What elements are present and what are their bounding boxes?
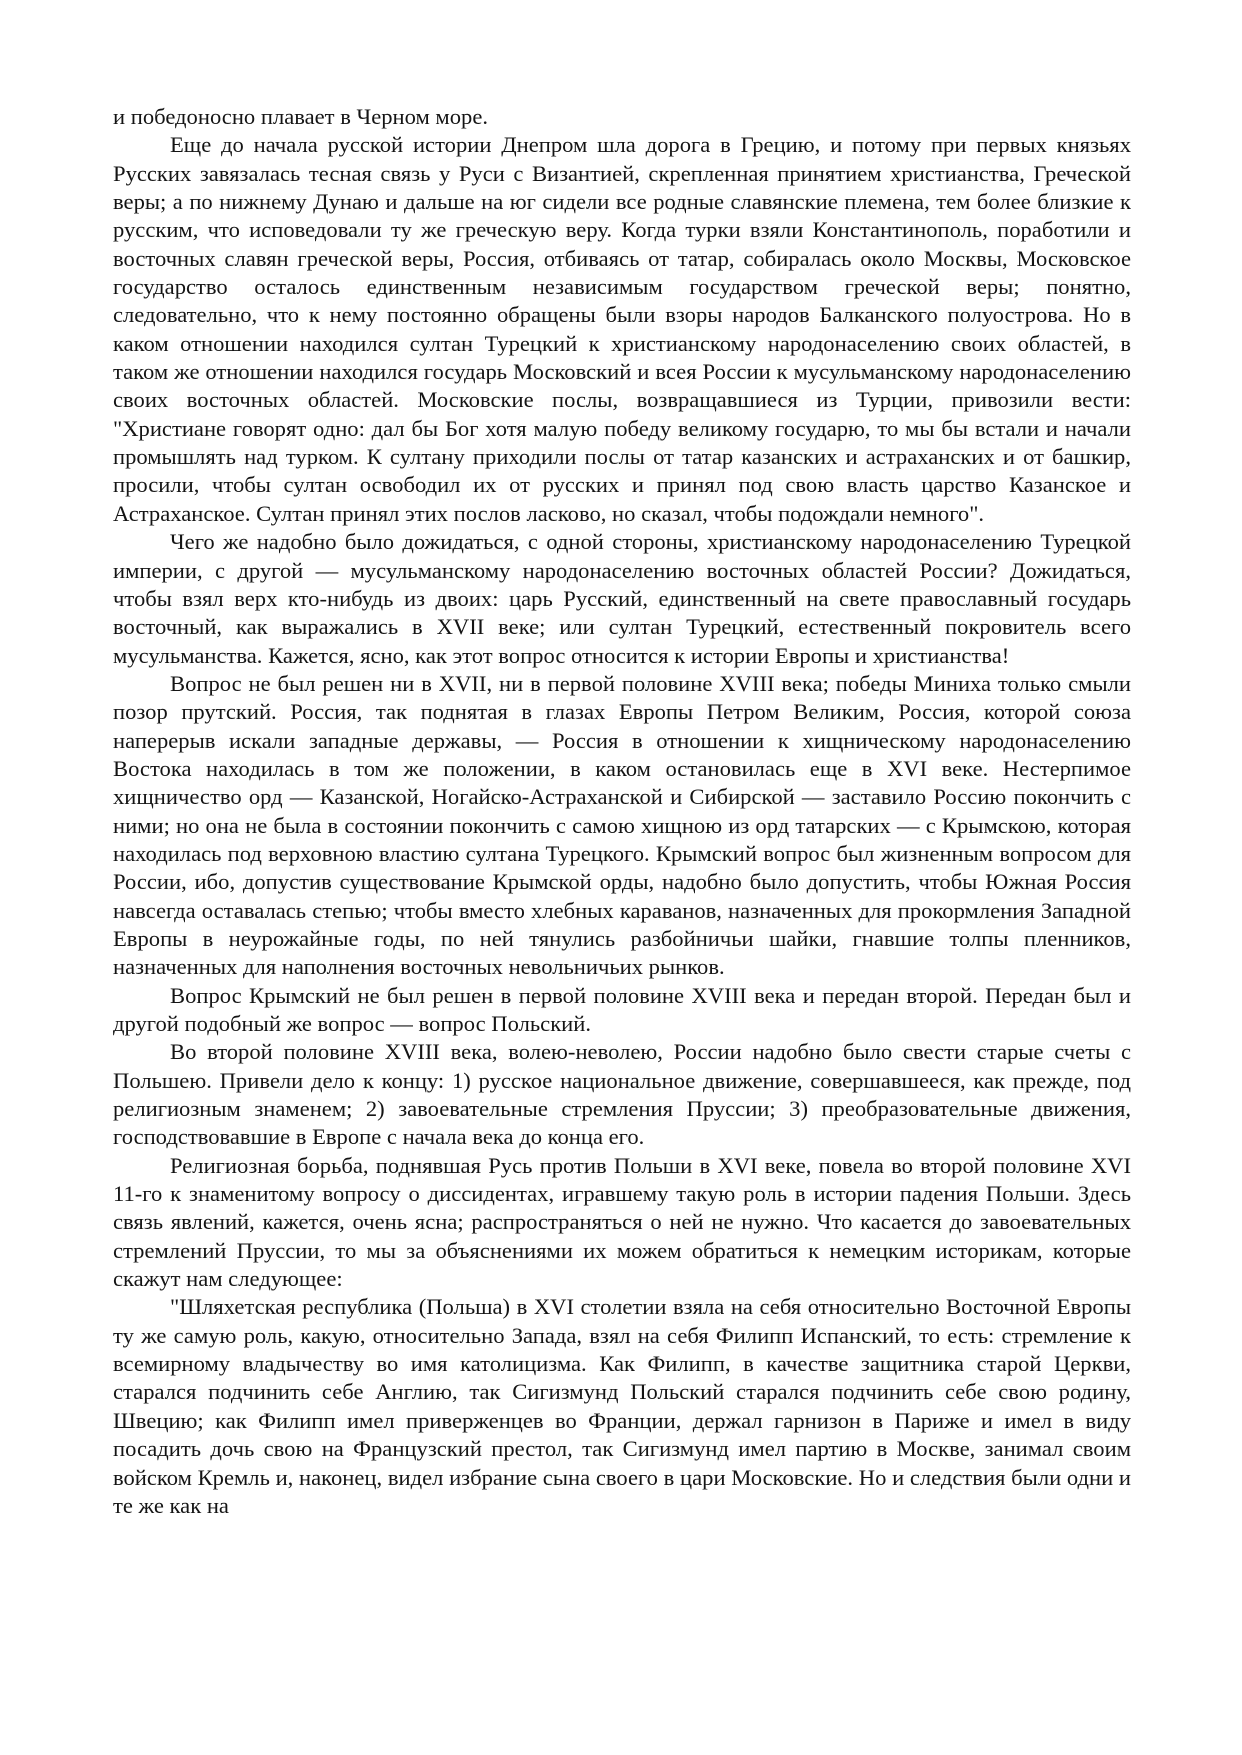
paragraph-religious-struggle: Религиозная борьба, поднявшая Русь против Польши в XVI веке, повела во второй половине XVI 11-го к знаменитому вопросу о диссидентах, игравшему такую роль в истории падения Польши. Здесь связь явлений, кажется, очень ясна; распространяться о ней не нужно. Что касается до завоевательных стремлений Пруссии, то мы за объяснениями их можем обратиться к немецким историкам, которые скажут нам следующее: [113, 1152, 1131, 1292]
paragraph-polish-question: Вопрос Крымский не был решен в первой половине XVIII века и передан второй. Передан был и другой подобный же вопрос — вопрос Польский. [113, 982, 1131, 1036]
paragraph-continuation: и победоносно плавает в Черном море. [113, 104, 489, 129]
paragraph-quote-republic: "Шляхетская республика (Польша) в XVI столетии взяла на себя относительно Восточной Европы ту же самую роль, какую, относительно Запада, взял на себя Филипп Испанский, то есть: стремление к всемирному владычеству во имя католицизма. Как Филипп, в качестве защитника старой Церкви, старался подчинить себе Англию, так Сигизмунд Польский старался подчинить себе свою родину, Швецию; как Филипп имел приверженцев во Франции, держал гарнизон в Париже и имел в виду посадить дочь свою на Французский престол, так Сигизмунд имел партию в Москве, занимал своим войском Кремль и, наконец, видел избрание сына своего в цари Московские. Но и следствия были одни и те же как на [113, 1294, 1131, 1518]
paragraph-byzantium: Еще до начала русской истории Днепром шла дорога в Грецию, и потому при первых князьях Русских завязалась тесная связь у Руси с Византией, скрепленная принятием христианства, Греческой веры; а по нижнему Дунаю и дальше на юг сидели все родные славянские племена, тем более близкие к русским, что исповедовали ту же греческую веру. Когда турки взяли Константинополь, поработили и восточных славян греческой веры, Россия, отбиваясь от татар, собиралась около Москвы, Московское государство осталось единственным независимым государством греческой веры; понятно, следовательно, что к нему постоянно обращены были взоры народов Балканского полуострова. Но в каком отношении находился султан Турецкий к христианскому народонаселению своих областей, в таком же отношении находился государь Московский и всея России к мусульманскому народонаселению своих восточных областей. Московские послы, возвращавшиеся из Турции, привозили вести: "Христиане говорят одно: дал бы Бог хотя малую победу великому государю, то мы бы встали и начали промышлять над турком. К султану приходили послы от татар казанских и астраханских и от башкир, просили, чтобы султан освободил их от русских и принял под свою власть царство Казанское и Астраханское. Султан принял этих послов ласково, но сказал, чтобы подождали немного". [113, 132, 1131, 526]
paragraph-waiting: Чего же надобно было дожидаться, с одной стороны, христианскому народонаселению Турецкой империи, с другой — мусульманскому народонаселению восточных областей России? Дожидаться, чтобы взял верх кто-нибудь из двоих: царь Русский, единственный на свете православный государь восточный, как выражались в XVII веке; или султан Турецкий, естественный покровитель всего мусульманства. Кажется, ясно, как этот вопрос относится к истории Европы и христианства! [113, 529, 1131, 668]
document-page [113, 103, 1131, 1520]
paragraph-crimean-question: Вопрос не был решен ни в XVII, ни в первой половине XVIII века; победы Миниха только смыли позор прутский. Россия, так поднятая в глазах Европы Петром Великим, Россия, которой союза наперерыв искали западные державы, — Россия в отношении к хищническому народонаселению Востока находилась в том же положении, в каком остановилась еще в XVI веке. Нестерпимое хищничество орд — Казанской, Ногайско-Астраханской и Сибирской — заставило Россию покончить с ними; но она не была в состоянии покончить с самою хищною из орд татарских — с Крымскою, которая находилась под верховною властию султана Турецкого. Крымский вопрос был жизненным вопросом для России, ибо, допустив существование Крымской орды, надобно было допустить, чтобы Южная Россия навсегда оставалась степью; чтобы вместо хлебных караванов, назначенных для прокормления Западной Европы в неурожайные годы, по ней тянулись разбойничьи шайки, гнавшие толпы пленников, назначенных для наполнения восточных невольничьих рынков. [113, 670, 1131, 980]
paragraph-old-accounts: Во второй половине XVIII века, волею-неволею, России надобно было свести старые счеты с Польшею. Привели дело к концу: 1) русское национальное движение, совершавшееся, как прежде, под религиозным знаменем; 2) завоевательные стремления Пруссии; 3) преобразовательные движения, господствовавшие в Европе с начала века до конца его. [113, 1039, 1131, 1150]
